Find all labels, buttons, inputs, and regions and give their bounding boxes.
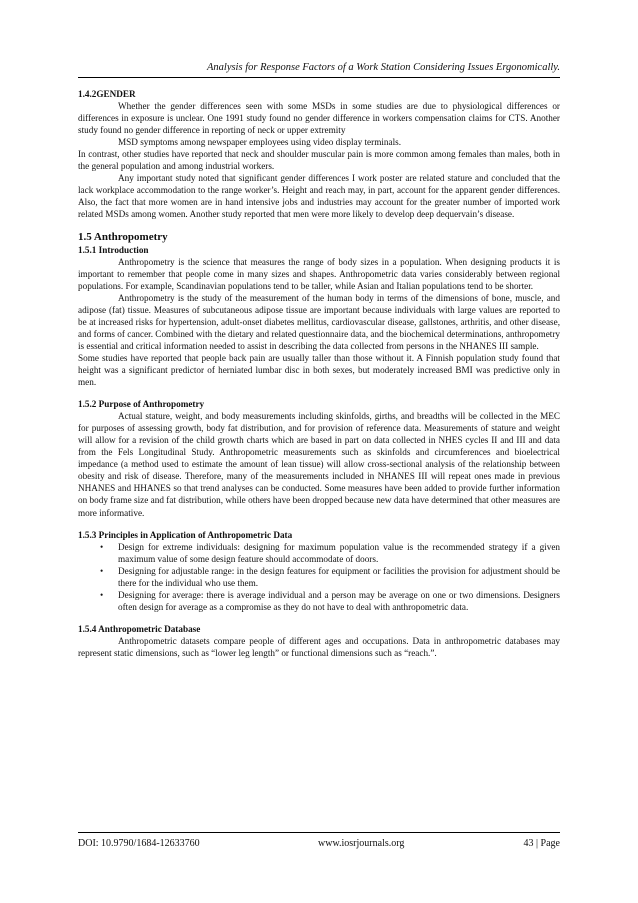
principles-heading: 1.5.3 Principles in Application of Anthropometric Data [78, 529, 293, 540]
purpose-heading: 1.5.2 Purpose of Anthropometry [78, 399, 205, 410]
introduction-heading: 1.5.1 Introduction [78, 244, 149, 255]
purpose-paragraph: Actual stature, weight, and body measurements including skinfolds, girths, and breadths will be collected in the MEC for purposes of assessing growth, body fat distribution, and for provision of reference data. Measurements of stature and weight will allow for a revision of the child growth charts which are based in part on data collected in NHES cycles II and III and data from the Fels Longitudinal Study. Anthropometric measurements such as skinfolds and circumferences and bioelectrical impedance (a method used to estimate the amount of lean tissue) will allow cross-sectional analysis of the relationship between obesity and risk of disease. Therefore, many of the measurements included in NHANES III will repeat ones made in previous NHANES and HHANES so that trend analyses can be conducted. Some measures have been added to provide further information on body frame size and fat distribution, while others have been dropped because new data have determined that other measures are more informative. [78, 411, 560, 518]
anthropometry-heading: 1.5 Anthropometry [78, 230, 168, 243]
intro-paragraph-1: Anthropometry is the science that measures the range of body sizes in a population. When designing products it is important to remember that people come in many sizes and shapes. Anthropometric data varies considerably between regional populations. For example, Scandinavian populations tend to be taller, while Asian and Italian populations tend to be shorter. [78, 256, 560, 291]
gender-paragraph-4: Any important study noted that significant gender differences I work poster are related stature and concluded that the lack workplace accommodation to the range worker’s. Height and reach may, in part, account for the apparent gender differences. Also, the fact that more women are in hand intensive jobs and industries may account for the greater number of imported work related MSDs among women. Another study reported that men were more likely to develop deep dequervain’s disease. [78, 173, 560, 220]
doi-text: DOI: 10.9790/1684-12633760 [78, 838, 200, 849]
database-heading: 1.5.4 Anthropometric Database [78, 623, 201, 634]
list-item: • Design for extreme individuals: designing for maximum population value is the recommended strategy if a given maximum value of some design feature should accommodate of doors. [100, 541, 560, 564]
gender-paragraph-2: MSD symptoms among newspaper employees using video display terminals. [118, 137, 401, 148]
gender-paragraph-1: Whether the gender differences seen with some MSDs in some studies are due to physiological differences or differences in exposure is unclear. One 1991 study found no gender difference in workers compensation claims for CTS. Another study found no gender difference in reporting of neck or upper extremity [78, 101, 560, 136]
bullet-icon: • [100, 589, 104, 600]
journal-url[interactable]: www.iosrjournals.org [318, 838, 405, 849]
page-body [78, 88, 560, 659]
bullet-icon: • [100, 541, 104, 552]
gender-heading: 1.4.2GENDER [78, 89, 136, 99]
bullet-icon: • [100, 565, 104, 576]
list-item: • Designing for adjustable range: in the design features for equipment or facilities the provision for adjustment should be there for the individual who use them. [100, 565, 560, 588]
intro-paragraph-2: Anthropometry is the study of the measurement of the human body in terms of the dimensions of bone, muscle, and adipose (fat) tissue. Measures of subcutaneous adipose tissue are important because individuals with large values are reported to be at increased risks for hypertension, adult-onset diabetes mellitus, cardiovascular disease, gallstones, arthritis, and other disease, and forms of cancer. Combined with the dietary and related questionnaire data, and the biochemical determinations, anthropometry is essential and critical information needed to assist in describing the data collected from persons in the NHANES III sample. [78, 292, 560, 351]
header-rule [78, 77, 560, 78]
intro-paragraph-3: Some studies have reported that people back pain are usually taller than those without it. A Finnish population study found that height was a significant predictor of herniated lumbar disc in both sexes, but moderately increased BMI was predictive only in men. [78, 352, 560, 388]
footer-rule [78, 832, 560, 833]
list-item: • Designing for average: there is average individual and a person may be average on one or two dimensions. Designers often design for average as a compromise as they do not have to deal with anthropometric data. [100, 589, 560, 612]
principles-list [78, 541, 560, 613]
page-number: 43 | Page [523, 838, 560, 849]
database-paragraph: Anthropometric datasets compare people of different ages and occupations. Data in anthropometric databases may represent static dimensions, such as “lower leg length” or functional dimensions such as “reach.”. [78, 635, 560, 658]
running-header: Analysis for Response Factors of a Work Station Considering Issues Ergonomically. [206, 62, 560, 73]
gender-paragraph-3: In contrast, other studies have reported that neck and shoulder muscular pain is more common among females than males, both in the general population and among industrial workers. [78, 149, 560, 172]
